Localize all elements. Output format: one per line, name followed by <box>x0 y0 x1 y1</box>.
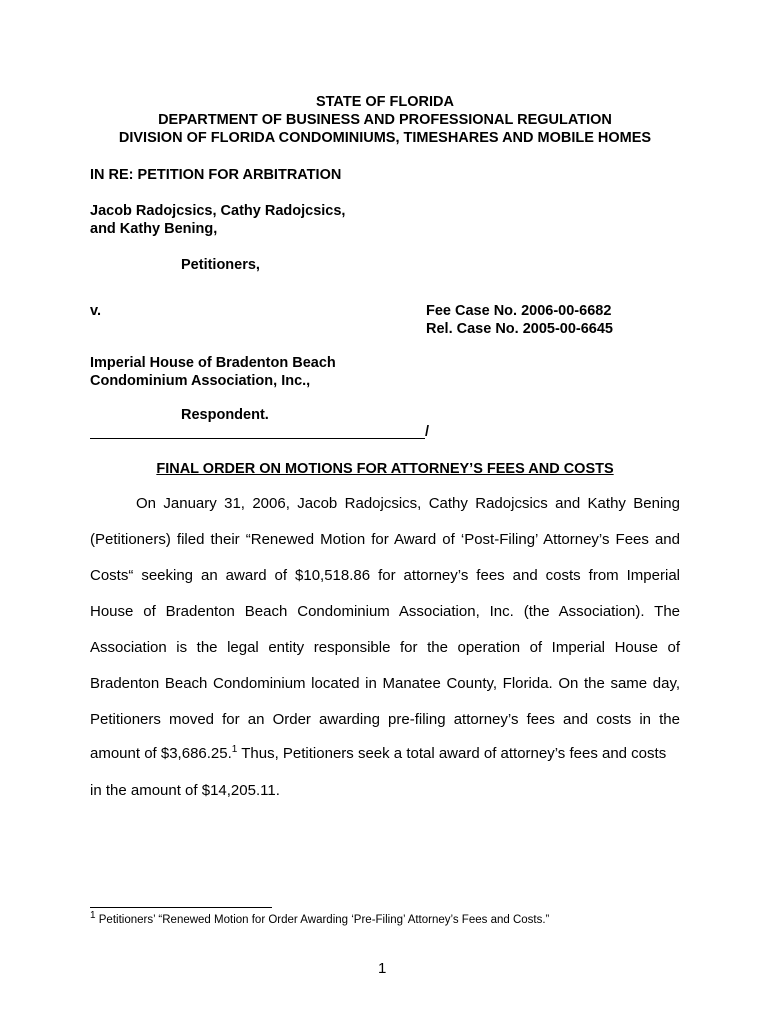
respondent-name-line2: Condominium Association, Inc., <box>90 373 311 389</box>
footnote-reference: 1 <box>231 744 238 755</box>
body-line-8-start: amount of $3,686.25. <box>90 745 232 762</box>
body-line-5: Association is the legal entity responsible for the operation of Imperial House of <box>90 639 680 656</box>
respondent-name-line1: Imperial House of Bradenton Beach <box>90 355 336 371</box>
footnote-rule <box>90 907 272 908</box>
rel-case-number: Rel. Case No. 2005-00-6645 <box>426 321 613 337</box>
body-line-1: On January 31, 2006, Jacob Radojcsics, Cathy Radojcsics and Kathy Bening <box>136 495 680 512</box>
body-line-7: Petitioners moved for an Order awarding pre-filing attorney’s fees and costs in the <box>90 711 680 728</box>
body-line-9: in the amount of $14,205.11. <box>90 782 280 799</box>
footnote <box>90 910 550 927</box>
caption-rule <box>90 438 425 439</box>
body-line-8 <box>90 745 680 763</box>
body-line-6: Bradenton Beach Condominium located in Manatee County, Florida. On the same day, <box>90 675 680 692</box>
body-line-3: Costs“ seeking an award of $10,518.86 for attorney’s fees and costs from Imperial <box>90 567 680 584</box>
order-title: FINAL ORDER ON MOTIONS FOR ATTORNEY’S FEES AND COSTS <box>156 461 614 477</box>
petitioners-names-line2: and Kathy Bening, <box>90 221 218 237</box>
in-re-line: IN RE: PETITION FOR ARBITRATION <box>90 167 342 183</box>
footnote-marker: 1 <box>90 910 96 922</box>
footnote-text: Petitioners’ “Renewed Motion for Order Awarding ‘Pre-Filing’ Attorney’s Fees and Costs.” <box>95 914 550 926</box>
petitioners-label: Petitioners, <box>181 257 260 273</box>
petitioners-names-line1: Jacob Radojcsics, Cathy Radojcsics, <box>90 203 346 219</box>
versus: v. <box>90 303 102 319</box>
header-department: DEPARTMENT OF BUSINESS AND PROFESSIONAL REGULATION <box>158 112 612 128</box>
caption-slash: / <box>425 424 430 440</box>
body-line-8-end: Thus, Petitioners seek a total award of attorney’s fees and costs <box>237 745 667 762</box>
header-state: STATE OF FLORIDA <box>315 94 454 110</box>
respondent-label: Respondent. <box>181 407 269 423</box>
page-number: 1 <box>378 960 387 977</box>
body-line-2: (Petitioners) filed their “Renewed Motion for Award of ‘Post-Filing’ Attorney’s Fees and <box>90 531 680 548</box>
fee-case-number: Fee Case No. 2006-00-6682 <box>426 303 612 319</box>
header-division: DIVISION OF FLORIDA CONDOMINIUMS, TIMESHARES AND MOBILE HOMES <box>118 130 652 146</box>
body-line-4: House of Bradenton Beach Condominium Association, Inc. (the Association). The <box>90 603 680 620</box>
